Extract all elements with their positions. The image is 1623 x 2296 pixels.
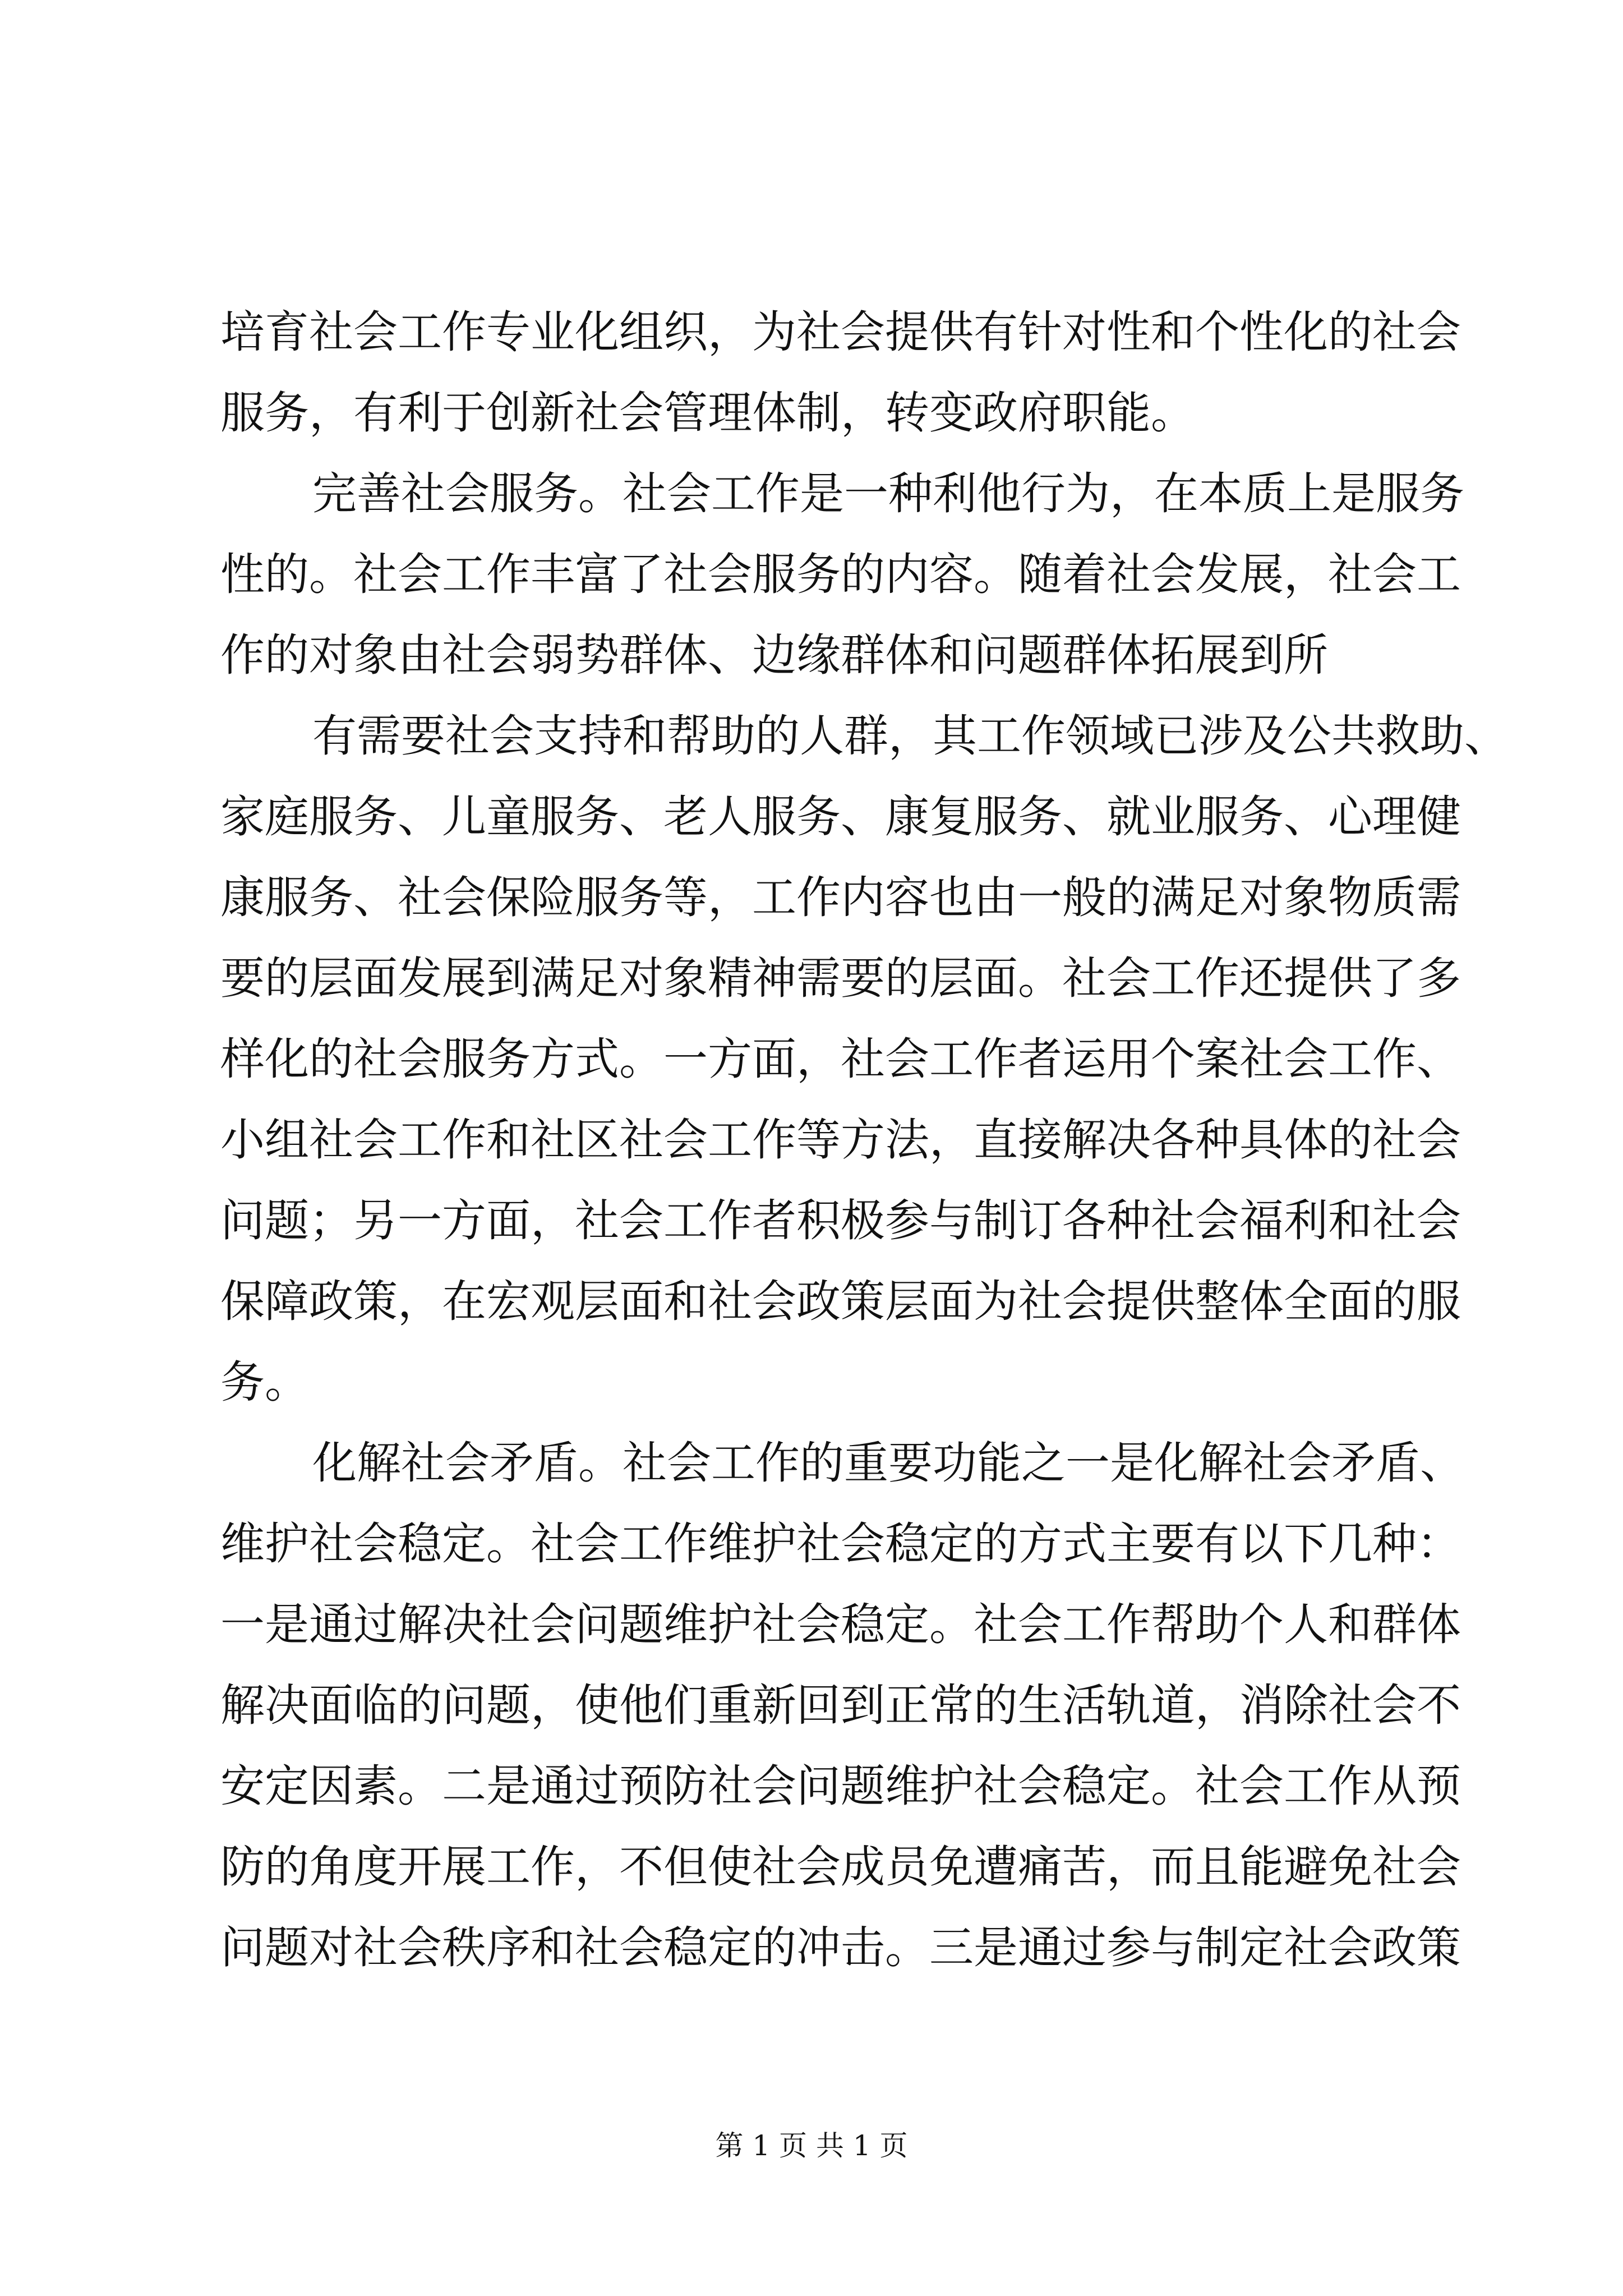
text-line: 安定因素。二是通过预防社会问题维护社会稳定。社会工作从预 (220, 1760, 1461, 1812)
text-line: 维护社会稳定。社会工作维护社会稳定的方式主要有以下几种： (220, 1518, 1461, 1570)
page-footer: 第 1 页 共 1 页 (715, 2129, 908, 2162)
text-line: 家庭服务、儿童服务、老人服务、康复服务、就业服务、心理健 (220, 791, 1461, 843)
text-line: 完善社会服务。社会工作是一种利他行为，在本质上是服务 (312, 468, 1464, 519)
text-line: 服务，有利于创新社会管理体制，转变政府职能。 (220, 387, 1195, 439)
text-line: 一是通过解决社会问题维护社会稳定。社会工作帮助个人和群体 (220, 1599, 1461, 1650)
text-line: 化解社会矛盾。社会工作的重要功能之一是化解社会矛盾、 (312, 1437, 1464, 1489)
text-line: 防的角度开展工作，不但使社会成员免遭痛苦，而且能避免社会 (220, 1841, 1461, 1893)
text-line: 有需要社会支持和帮助的人群，其工作领域已涉及公共救助、 (312, 710, 1509, 762)
text-line: 小组社会工作和社区社会工作等方法，直接解决各种具体的社会 (220, 1114, 1461, 1166)
text-line: 性的。社会工作丰富了社会服务的内容。随着社会发展，社会工 (220, 549, 1461, 600)
body-text (220, 292, 1509, 1988)
text-line: 问题；另一方面，社会工作者积极参与制订各种社会福利和社会 (220, 1195, 1461, 1246)
text-line: 务。 (220, 1356, 309, 1408)
text-line: 问题对社会秩序和社会稳定的冲击。三是通过参与制定社会政策 (220, 1922, 1461, 1973)
text-line: 要的层面发展到满足对象精神需要的层面。社会工作还提供了多 (220, 953, 1461, 1004)
text-line: 康服务、社会保险服务等，工作内容也由一般的满足对象物质需 (220, 872, 1461, 923)
text-line: 作的对象由社会弱势群体、边缘群体和问题群体拓展到所 (220, 629, 1328, 681)
text-line: 样化的社会服务方式。一方面，社会工作者运用个案社会工作、 (220, 1033, 1461, 1085)
text-line: 培育社会工作专业化组织，为社会提供有针对性和个性化的社会 (220, 306, 1461, 358)
text-line: 解决面临的问题，使他们重新回到正常的生活轨道，消除社会不 (220, 1680, 1461, 1731)
text-line: 保障政策，在宏观层面和社会政策层面为社会提供整体全面的服 (220, 1276, 1461, 1327)
